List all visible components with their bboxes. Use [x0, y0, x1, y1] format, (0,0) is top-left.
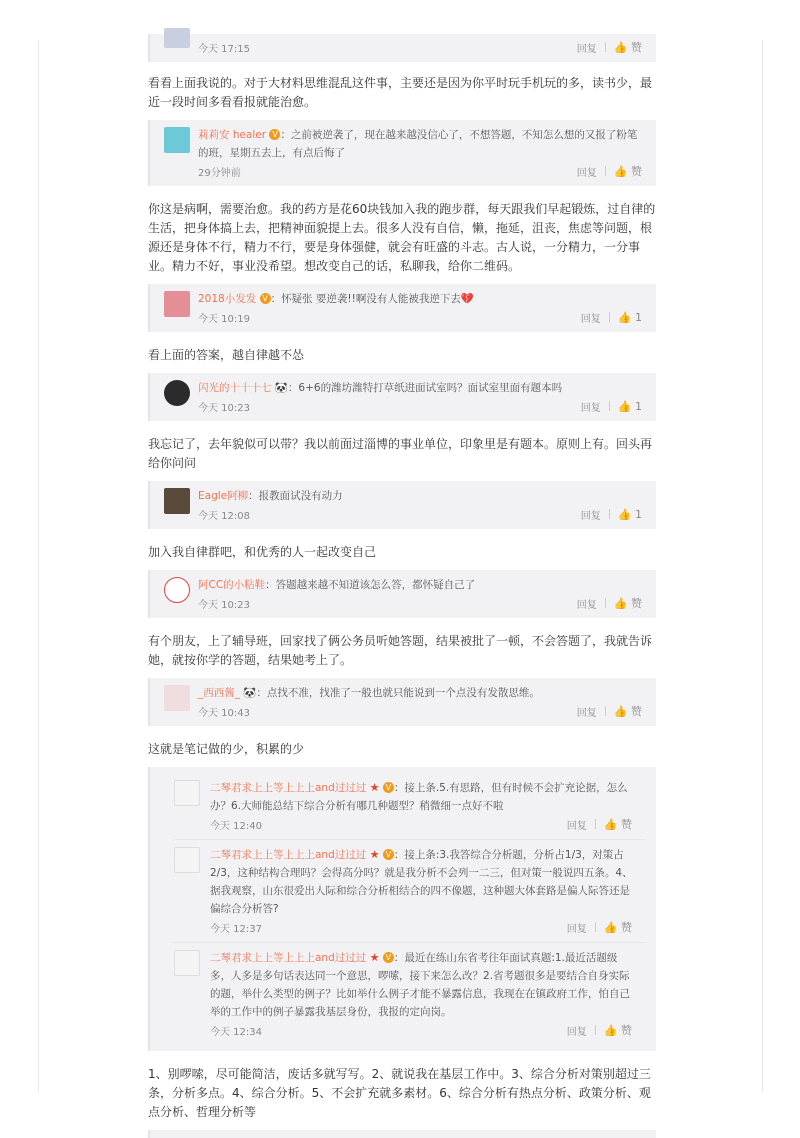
like-button[interactable] [604, 816, 632, 832]
emoji-icon: 🐼 [243, 687, 257, 699]
avatar[interactable] [164, 577, 190, 603]
reply-box [148, 1130, 656, 1138]
reply-box [148, 34, 656, 62]
star-icon: ★ [369, 848, 380, 861]
avatar [164, 28, 190, 48]
comment-meta [210, 815, 636, 833]
comment-actions [581, 399, 646, 414]
reply-box [148, 570, 656, 618]
left-divider [38, 40, 39, 1092]
like-button[interactable] [604, 1022, 632, 1038]
comment-username[interactable]: _西西酱_ [198, 687, 240, 699]
comment-username[interactable]: 二琴君求上上等上上上and过过过 [210, 952, 367, 964]
like-button[interactable] [614, 39, 642, 55]
comment-username[interactable]: 阿CC的小粘鞋 [198, 579, 266, 591]
avatar[interactable] [164, 127, 190, 153]
like-label: 赞 [631, 41, 642, 54]
right-divider [762, 40, 763, 1092]
comment-username[interactable]: 二琴君求上上等上上上and过过过 [210, 782, 367, 794]
avatar[interactable] [164, 380, 190, 406]
comment-text: 之前被逆袭了，现在越来越没信心了，不想答题，不知怎么想的又报了粉笔的班，星期五去上，有点后悔了 [198, 129, 638, 159]
post-text: 我忘记了，去年貌似可以带？我以前面过淄博的事业单位，印象里是有题本。原则上有。回头再给你问问 [148, 437, 653, 470]
reply-button[interactable]: 回复 [576, 599, 597, 611]
action-divider [609, 401, 610, 411]
like-button[interactable] [618, 311, 642, 324]
reply-box [148, 120, 656, 186]
thumbs-up-icon: 👍 [613, 705, 628, 718]
reply-button[interactable]: 回复 [580, 510, 601, 522]
like-button[interactable] [618, 508, 642, 521]
comment-body: 阿CC的小粘鞋：答题越来越不知道该怎么答，都怀疑自己了 [198, 579, 476, 591]
comment-text: 最近在练山东省考往年面试真题:1.最近活题级多，人多是多句话表达同一个意思，啰嗦，接下来怎么改？2.省考题很多是要结合自身实际的题，举什么类型的例子？比如举什么例子才能不暴露信息，我现在在镇政府工作，怕自己举的工作中的例子暴露我基层身份，我报的定向岗。 [210, 952, 630, 1018]
reply-box [148, 767, 656, 1051]
thumbs-up-icon: 👍 [617, 399, 632, 413]
comment-time: 今天 10:23 [198, 402, 250, 414]
comment-meta [198, 505, 646, 523]
comment-body: 二琴君求上上等上上上and过过过 ★ V ：最近在练山东省考往年面试真题:1.最近活题级多，人多是多句话表达同一个意思，啰嗦，接下来怎么改？2.省考题很多是要结合自身实际的题，举什么类型的例子？比如举什么例子才能不暴露信息，我现在在镇政府工作，怕自己举的工作中的例子暴露我基层身份，我报的定向岗。 [210, 951, 630, 1018]
like-button[interactable] [618, 400, 642, 413]
comment-text: 点找不准，找准了一般也就只能说到一个点没有发散思维。 [266, 687, 540, 699]
reply-box [148, 481, 656, 529]
comment-meta [210, 1021, 636, 1039]
comment-body: 二琴君求上上等上上上and过过过 ★ V ：接上条.5.有思路，但有时候不会扩充论据，怎么办？6.大师能总结下综合分析有哪几种题型？稍微细一点好不啦 [210, 781, 628, 812]
vip-badge-icon: V [260, 293, 271, 304]
comment-username[interactable]: Eagle阿柳 [198, 490, 249, 502]
comment-time: 29分钟前 [198, 167, 241, 179]
thumbs-up-icon: 👍 [603, 818, 618, 831]
like-button[interactable] [614, 163, 642, 179]
comment-body: Eagle阿柳：报教面试没有动力 [198, 490, 343, 502]
comment-text: 接上条:3.我答综合分析题，分析占1/3，对策占2/3，这种结构合理吗？会得高分吗？就是我分析不会列一二三，但对策一般说四五条。4、据我观察，山东很爱出人际和综合分析相结合的四不像题，这种题大体套路是偏人际答还是偏综合分析答? [210, 849, 633, 915]
post-text: 加入我自律群吧，和优秀的人一起改变自己 [148, 545, 377, 559]
like-button[interactable] [604, 919, 632, 935]
comment-meta [198, 308, 646, 326]
reply-button[interactable]: 回复 [580, 313, 601, 325]
nested-reply [174, 773, 646, 840]
comment-text: 答题越来越不知道该怎么答，都怀疑自己了 [275, 579, 476, 591]
avatar[interactable] [174, 780, 200, 806]
like-button[interactable] [614, 703, 642, 719]
thumbs-up-icon: 👍 [603, 921, 618, 934]
comment-text: 接上条.5.有思路，但有时候不会扩充论据，怎么办？6.大师能总结下综合分析有哪几种题型？稍微细一点好不啦 [210, 782, 628, 812]
action-divider [595, 1025, 596, 1035]
reply-button[interactable]: 回复 [566, 820, 587, 832]
avatar[interactable] [174, 847, 200, 873]
comment-body: 2018小发发 V ：怀疑张 要逆袭!!啊没有人能被我逆下去💔 [198, 293, 474, 305]
comment-time: 今天 12:34 [210, 1026, 262, 1038]
reply-box [148, 678, 656, 726]
like-count: 1 [635, 310, 642, 324]
reply-box [148, 284, 656, 332]
comment-time: 今天 10:23 [198, 599, 250, 611]
comment-actions [567, 1022, 636, 1038]
comment-meta [198, 38, 646, 56]
action-divider [605, 598, 606, 608]
comment-meta [210, 918, 636, 936]
comment-text: 报教面试没有动力 [258, 490, 343, 502]
reply-button[interactable]: 回复 [576, 43, 597, 55]
comment-actions [567, 919, 636, 935]
comment-actions [577, 703, 646, 719]
post-text: 有个朋友，上了辅导班，回家找了俩公务员听她答题，结果被批了一顿，不会答题了，我就告诉她，就按你学的答题，结果她考上了。 [148, 634, 653, 667]
comment-meta [198, 162, 646, 180]
comment-body: 闪光的十十十七 🐼：6+6的潍坊潍特打草纸进面试室吗？面试室里面有题本吗 [198, 382, 563, 394]
star-icon: ★ [369, 951, 380, 964]
comment-body: _西西酱_ 🐼：点找不准，找准了一般也就只能说到一个点没有发散思维。 [198, 687, 540, 699]
avatar[interactable] [174, 950, 200, 976]
avatar[interactable] [164, 488, 190, 514]
comment-body: 二琴君求上上等上上上and过过过 ★ V ：接上条:3.我答综合分析题，分析占1/3，对策占2/3，这种结构合理吗？会得高分吗？就是我分析不会列一二三，但对策一般说四五条。4、据我观察，山东很爱出人际和综合分析相结合的四不像题，这种题大体套路是偏人际答还是偏综合分析答? [210, 848, 633, 915]
thumbs-up-icon: 👍 [613, 597, 628, 610]
reply-box [148, 373, 656, 421]
comment-username[interactable]: 莉莉安 healer [198, 129, 267, 141]
comment-username[interactable]: 闪光的十十十七 [198, 382, 272, 394]
comment-body: 莉莉安 healer V ：之前被逆袭了，现在越来越没信心了，不想答题，不知怎么想的又报了粉笔的班，星期五去上，有点后悔了 [198, 129, 638, 159]
like-label: 赞 [621, 1024, 632, 1037]
reply-button[interactable]: 回复 [566, 1026, 587, 1038]
reply-button[interactable]: 回复 [576, 707, 597, 719]
like-label: 赞 [631, 597, 642, 610]
thumbs-up-icon: 👍 [617, 507, 632, 521]
post-text: 看看上面我说的。对于大材料思维混乱这件事，主要还是因为你平时玩手机玩的多，读书少，最近一段时间多看看报就能治愈。 [148, 76, 653, 109]
comment-time: 今天 17:15 [198, 43, 250, 55]
like-button[interactable] [614, 595, 642, 611]
post-text: 看上面的答案，越自律越不怂 [148, 348, 305, 362]
vip-badge-icon: V [269, 129, 280, 140]
action-divider [605, 706, 606, 716]
action-divider [609, 509, 610, 519]
post-text: 你这是病啊，需要治愈。我的药方是花60块钱加入我的跑步群，每天跟我们早起锻炼，过自律的生活，把身体搞上去，把精神面貌提上去。很多人没有自信，懒，拖延，沮丧，焦虑等问题，根源还是身体不行，精力不行，要是身体强健，就会有旺盛的斗志。古人说，一分精力，一分事业。精力不好，事业没希望。想改变自己的话，私聊我，给你二维码。 [148, 202, 656, 273]
vip-badge-icon: V [383, 782, 394, 793]
like-label: 赞 [621, 921, 632, 934]
vip-badge-icon: V [383, 952, 394, 963]
post-text: 这就是笔记做的少，积累的少 [148, 742, 305, 756]
like-label: 赞 [631, 705, 642, 718]
comment-text: 怀疑张 要逆袭!!啊没有人能被我逆下去💔 [281, 293, 474, 305]
avatar[interactable] [164, 685, 190, 711]
thumbs-up-icon: 👍 [613, 165, 628, 178]
comment-meta [198, 397, 646, 415]
nested-reply [174, 943, 646, 1045]
comment-time: 今天 10:43 [198, 707, 250, 719]
star-icon: ★ [369, 781, 380, 794]
emoji-icon: 🐼 [274, 382, 288, 394]
comment-thread [148, 34, 656, 1138]
thumbs-up-icon: 👍 [613, 41, 628, 54]
comment-meta [198, 702, 646, 720]
thumbs-up-icon: 👍 [617, 310, 632, 324]
avatar[interactable] [164, 291, 190, 317]
action-divider [595, 922, 596, 932]
reply-button[interactable]: 回复 [576, 167, 597, 179]
reply-button[interactable]: 回复 [566, 923, 587, 935]
comment-actions [577, 39, 646, 55]
comment-text: 6+6的潍坊潍特打草纸进面试室吗？面试室里面有题本吗 [298, 382, 563, 394]
comment-username[interactable]: 2018小发发 [198, 293, 257, 305]
post-text: 1、别啰嗦，尽可能简洁，废话多就写写。2、就说我在基层工作中。3、综合分析对策别超过三条，分析多点。4、综合分析。5、不会扩充就多素材。6、综合分析有热点分析、政策分析、观点分析、哲理分析等 [148, 1067, 651, 1119]
reply-button[interactable]: 回复 [580, 402, 601, 414]
thumbs-up-icon: 👍 [603, 1024, 618, 1037]
comment-actions [567, 816, 636, 832]
action-divider [609, 312, 610, 322]
like-count: 1 [635, 399, 642, 413]
comment-time: 今天 12:40 [210, 820, 262, 832]
action-divider [595, 819, 596, 829]
action-divider [605, 166, 606, 176]
comment-time: 今天 12:37 [210, 923, 262, 935]
comment-actions [581, 507, 646, 522]
nested-reply [174, 840, 646, 943]
vip-badge-icon: V [383, 849, 394, 860]
like-count: 1 [635, 507, 642, 521]
action-divider [605, 42, 606, 52]
like-label: 赞 [621, 818, 632, 831]
comment-actions [577, 163, 646, 179]
comment-actions [577, 595, 646, 611]
like-label: 赞 [631, 165, 642, 178]
comment-time: 今天 10:19 [198, 313, 250, 325]
comment-meta [198, 594, 646, 612]
comment-username[interactable]: 二琴君求上上等上上上and过过过 [210, 849, 367, 861]
comment-actions [581, 310, 646, 325]
comment-time: 今天 12:08 [198, 510, 250, 522]
